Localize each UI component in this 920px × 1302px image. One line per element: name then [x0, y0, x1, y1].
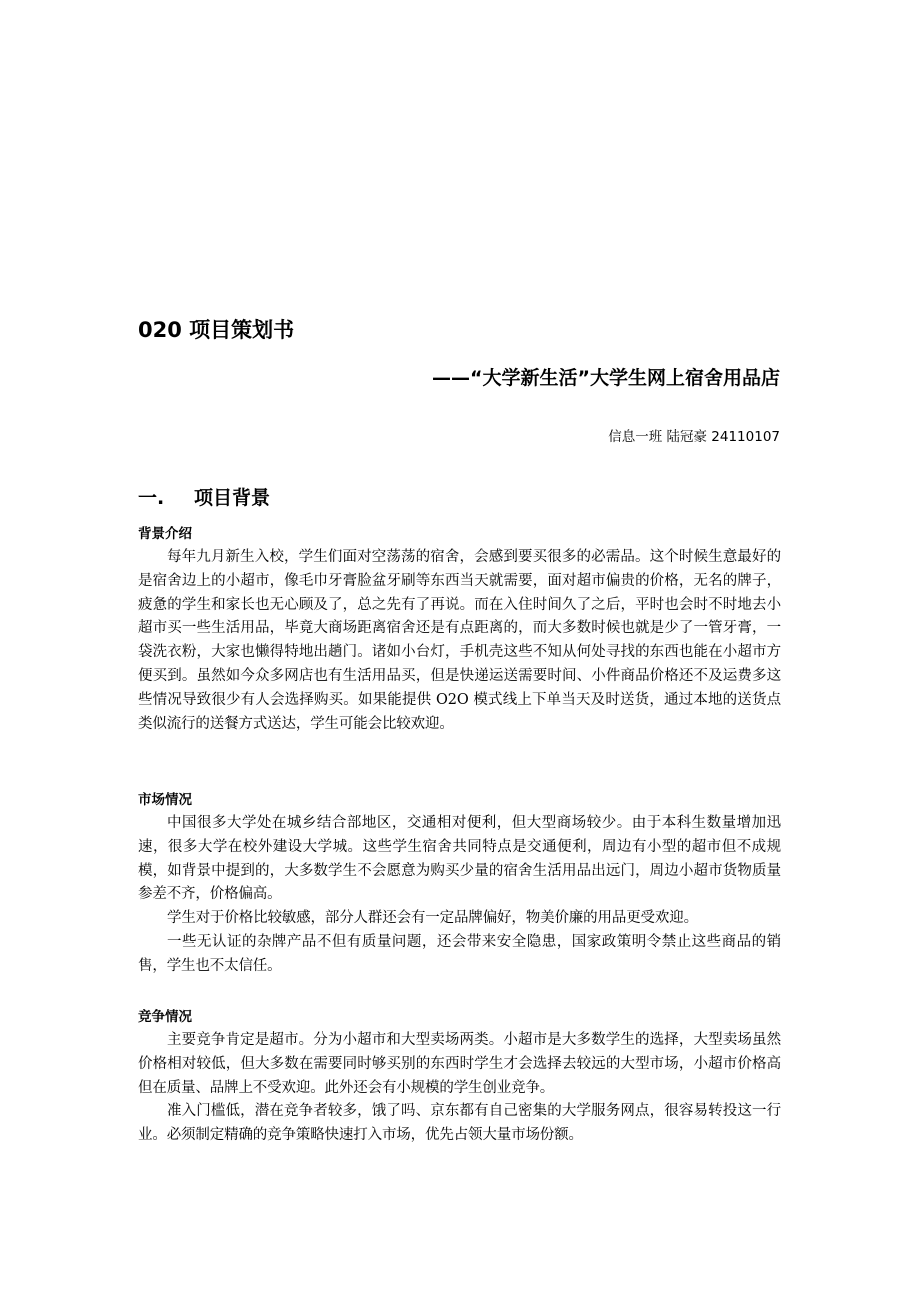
paragraph: 主要竞争肯定是超市。分为小超市和大型卖场两类。小超市是大多数学生的选择，大型卖场虽然价格相对较低，但大多数在需要同时够买别的东西时学生才会选择去较远的大型市场，小超市价格高但在质量、品牌上不受欢迎。此外还会有小规模的学生创业竞争。 [138, 1032, 781, 1096]
document-title: 020 项目策划书 [138, 318, 295, 342]
author-line: 信息一班 陆冠豪 24110107 [608, 429, 780, 445]
market-body [138, 812, 781, 979]
section-number: 一. [138, 487, 165, 509]
document-subtitle: ——“大学新生活”大学生网上宿舍用品店 [432, 367, 780, 389]
section-title: 项目背景 [194, 487, 271, 509]
paragraph: 准入门槛低，潜在竞争者较多，饿了吗、京东都有自己密集的大学服务网点，很容易转投这一行业。必须制定精确的竞争策略快速打入市场，优先占领大量市场份额。 [138, 1103, 781, 1144]
paragraph: 一些无认证的杂牌产品不但有质量问题，还会带来安全隐患，国家政策明令禁止这些商品的销售，学生也不太信任。 [138, 933, 781, 974]
subheading-market: 市场情况 [138, 792, 192, 808]
subheading-competition: 竞争情况 [138, 1009, 192, 1025]
background-intro-body [138, 546, 781, 736]
competition-body [138, 1029, 781, 1148]
paragraph: 学生对于价格比较敏感，部分人群还会有一定品牌偏好，物美价廉的用品更受欢迎。 [167, 910, 698, 927]
section-heading-background [138, 484, 270, 512]
paragraph: 中国很多大学处在城乡结合部地区，交通相对便利，但大型商场较少。由于本科生数量增加迅速，很多大学在校外建设大学城。这些学生宿舍共同特点是交通便利，周边有小型的超市但不成规模，如背景中提到的，大多数学生不会愿意为购买少量的宿舍生活用品出远门，周边小超市货物质量参差不齐，价格偏高。 [138, 815, 781, 903]
paragraph: 每年九月新生入校，学生们面对空荡荡的宿舍，会感到要买很多的必需品。这个时候生意最好的是宿舍边上的小超市，像毛巾牙膏脸盆牙刷等东西当天就需要，面对超市偏贵的价格，无名的牌子，疲惫的学生和家长也无心顾及了，总之先有了再说。而在入住时间久了之后，平时也会时不时地去小超市买一些生活用品，毕竟大商场距离宿舍还是有点距离的，而大多数时候也就是少了一管牙膏，一袋洗衣粉，大家也懒得特地出趟门。诸如小台灯，手机壳这些不知从何处寻找的东西也能在小超市方便买到。虽然如今众多网店也有生活用品买，但是快递运送需要时间、小件商品价格还不及运费多这些情况导致很少有人会选择购买。如果能提供 O2O 模式线上下单当天及时送货，通过本地的送货点类似流行的送餐方式送达，学生可能会比较欢迎。 [138, 549, 781, 732]
subheading-background-intro: 背景介绍 [138, 526, 192, 542]
